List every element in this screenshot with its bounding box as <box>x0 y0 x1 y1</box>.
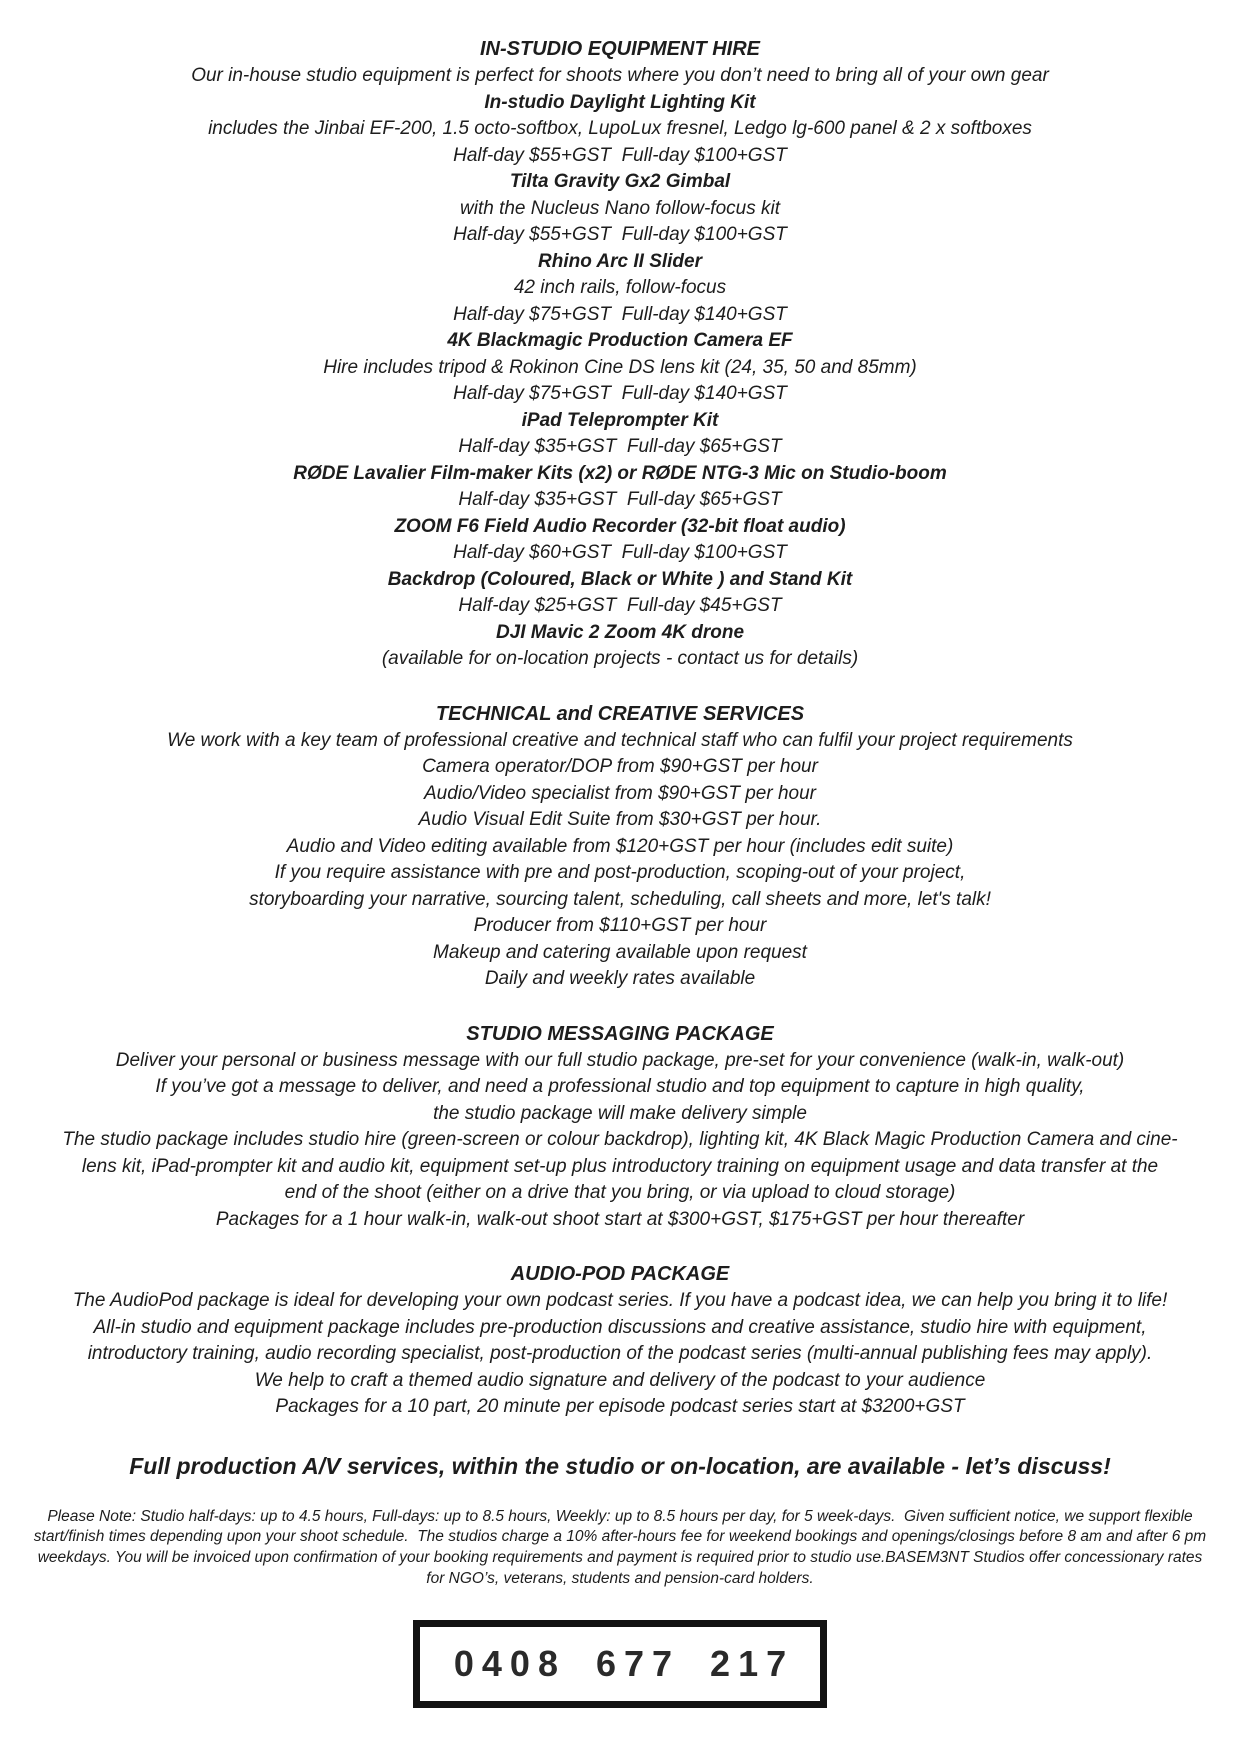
package-line: We help to craft a themed audio signature and delivery of the podcast to your audience <box>254 1369 986 1391</box>
service-line: Audio and Video editing available from $120+GST per hour (includes edit suite) <box>286 835 954 857</box>
equipment-item-description: with the Nucleus Nano follow-focus kit <box>460 197 780 219</box>
audio-pod-section <box>25 1261 1215 1421</box>
equipment-item-price: Half-day $55+GST Full-day $100+GST <box>453 224 787 245</box>
service-line: storyboarding your narrative, sourcing talent, scheduling, call sheets and more, let's talk! <box>249 888 991 910</box>
service-line: Makeup and catering available upon request <box>433 941 807 963</box>
package-line: lens kit, iPad-prompter kit and audio kit, equipment set-up plus introductory training on equipment usage and data transfer at the <box>81 1155 1159 1177</box>
equipment-item <box>25 408 1215 461</box>
service-line: Audio/Video specialist from $90+GST per hour <box>423 782 816 804</box>
equipment-item-name: iPad Teleprompter Kit <box>521 409 719 431</box>
equipment-item-name: RØDE Lavalier Film-maker Kits (x2) or RØDE NTG-3 Mic on Studio-boom <box>293 462 947 484</box>
equipment-item-price: Half-day $55+GST Full-day $100+GST <box>453 144 787 166</box>
equipment-item <box>25 567 1215 620</box>
audio-pod-title: AUDIO-POD PACKAGE <box>510 1263 730 1285</box>
equipment-item-description: Hire includes tripod & Rokinon Cine DS lens kit (24, 35, 50 and 85mm) <box>323 356 917 378</box>
equipment-item-price: Half-day $75+GST Full-day $140+GST <box>453 303 787 325</box>
package-line: The AudioPod package is ideal for developing your own podcast series. If you have a podcast idea, we can help you bring it to life! <box>72 1290 1168 1311</box>
equipment-item-name: In-studio Daylight Lighting Kit <box>484 91 756 113</box>
equipment-item-price: Half-day $25+GST Full-day $45+GST <box>458 595 782 616</box>
cta-text: Full production A/V services, within the studio or on-location, are available - let’s discuss! <box>129 1452 1111 1479</box>
package-line: All-in studio and equipment package includes pre-production discussions and creative assistance, studio hire with equipment, <box>93 1316 1147 1338</box>
equipment-item-description: 42 inch rails, follow-focus <box>513 277 727 298</box>
equipment-item-price: Half-day $35+GST Full-day $65+GST <box>458 489 782 510</box>
equipment-hire-intro: Our in-house studio equipment is perfect for shoots where you don’t need to bring all of your own gear <box>191 65 1049 86</box>
studio-messaging-section <box>25 1021 1215 1234</box>
footer-note: Please Note: Studio half-days: up to 4.5 hours, Full-days: up to 8.5 hours, Weekly: up to 8.5 hours per day, for 5 week-days. Given sufficient notice, we support flexible start/finish times depending upon your shoot schedule. The studios charge a 10% after-hours fee for weekend bookings and openings/closings before 8 am and after 6 pm weekdays. You will be invoiced upon confirmation of your booking requirements and payment is required prior to studio use.BASEM3NT Studios offer concessionary rates for NGO’s, veterans, students and pension-card holders. <box>33 1507 1211 1587</box>
service-line: Camera operator/DOP from $90+GST per hour <box>422 756 818 777</box>
package-line: If you’ve got a message to deliver, and need a professional studio and top equipment to capture in high quality, <box>155 1076 1085 1097</box>
package-line: end of the shoot (either on a drive that you bring, or via upload to cloud storage) <box>284 1182 956 1203</box>
package-line: The studio package includes studio hire (green-screen or colour backdrop), lighting kit, 4K Black Magic Production Camera and cine- <box>62 1129 1178 1150</box>
equipment-item-price: Half-day $35+GST Full-day $65+GST <box>458 436 782 457</box>
equipment-item-name: Tilta Gravity Gx2 Gimbal <box>509 171 731 192</box>
phone-box <box>413 1620 827 1708</box>
equipment-item-name: ZOOM F6 Field Audio Recorder (32-bit float audio) <box>394 515 846 537</box>
equipment-item <box>25 249 1215 329</box>
equipment-item-price: Half-day $60+GST Full-day $100+GST <box>453 542 787 563</box>
package-line: the studio package will make delivery simple <box>433 1102 807 1124</box>
service-line: Producer from $110+GST per hour <box>473 915 767 936</box>
technical-services-title: TECHNICAL and CREATIVE SERVICES <box>435 702 805 725</box>
package-line: Deliver your personal or business message with our full studio package, pre-set for your convenience (walk-in, walk-out) <box>115 1049 1125 1071</box>
equipment-item-name: DJI Mavic 2 Zoom 4K drone <box>495 621 745 643</box>
service-line: Daily and weekly rates available <box>484 968 756 989</box>
equipment-item <box>25 169 1215 249</box>
equipment-hire-section <box>25 36 1215 673</box>
equipment-item-name: Backdrop (Coloured, Black or White ) and Stand Kit <box>387 568 853 590</box>
equipment-item <box>25 328 1215 408</box>
equipment-item-name: Rhino Arc II Slider <box>538 250 702 272</box>
service-line: Audio Visual Edit Suite from $30+GST per hour. <box>418 809 822 830</box>
equipment-item-name: 4K Blackmagic Production Camera EF <box>447 330 793 351</box>
service-line: If you require assistance with pre and post-production, scoping-out of your project, <box>274 862 966 883</box>
equipment-item-price: Half-day $75+GST Full-day $140+GST <box>453 383 787 404</box>
technical-services-section <box>25 701 1215 993</box>
package-line: Packages for a 1 hour walk-in, walk-out shoot start at $300+GST, $175+GST per hour thereafter <box>215 1208 1025 1230</box>
package-line: Packages for a 10 part, 20 minute per episode podcast series start at $3200+GST <box>275 1396 965 1417</box>
equipment-item <box>25 461 1215 514</box>
package-line: introductory training, audio recording specialist, post-production of the podcast series (multi-annual publishing fees may apply). <box>87 1343 1153 1364</box>
service-line: We work with a key team of professional creative and technical staff who can fulfil your project requirements <box>167 729 1073 751</box>
phone-number: 0408 677 217 <box>453 1642 795 1684</box>
studio-messaging-title: STUDIO MESSAGING PACKAGE <box>466 1022 774 1045</box>
equipment-item <box>25 514 1215 567</box>
equipment-item-description: (available for on-location projects - contact us for details) <box>381 648 859 669</box>
equipment-item-description: includes the Jinbai EF-200, 1.5 octo-softbox, LupoLux fresnel, Ledgo lg-600 panel & 2 x softboxes <box>208 118 1032 139</box>
equipment-item <box>25 90 1215 170</box>
equipment-item <box>25 620 1215 673</box>
equipment-hire-title: IN-STUDIO EQUIPMENT HIRE <box>479 38 760 60</box>
